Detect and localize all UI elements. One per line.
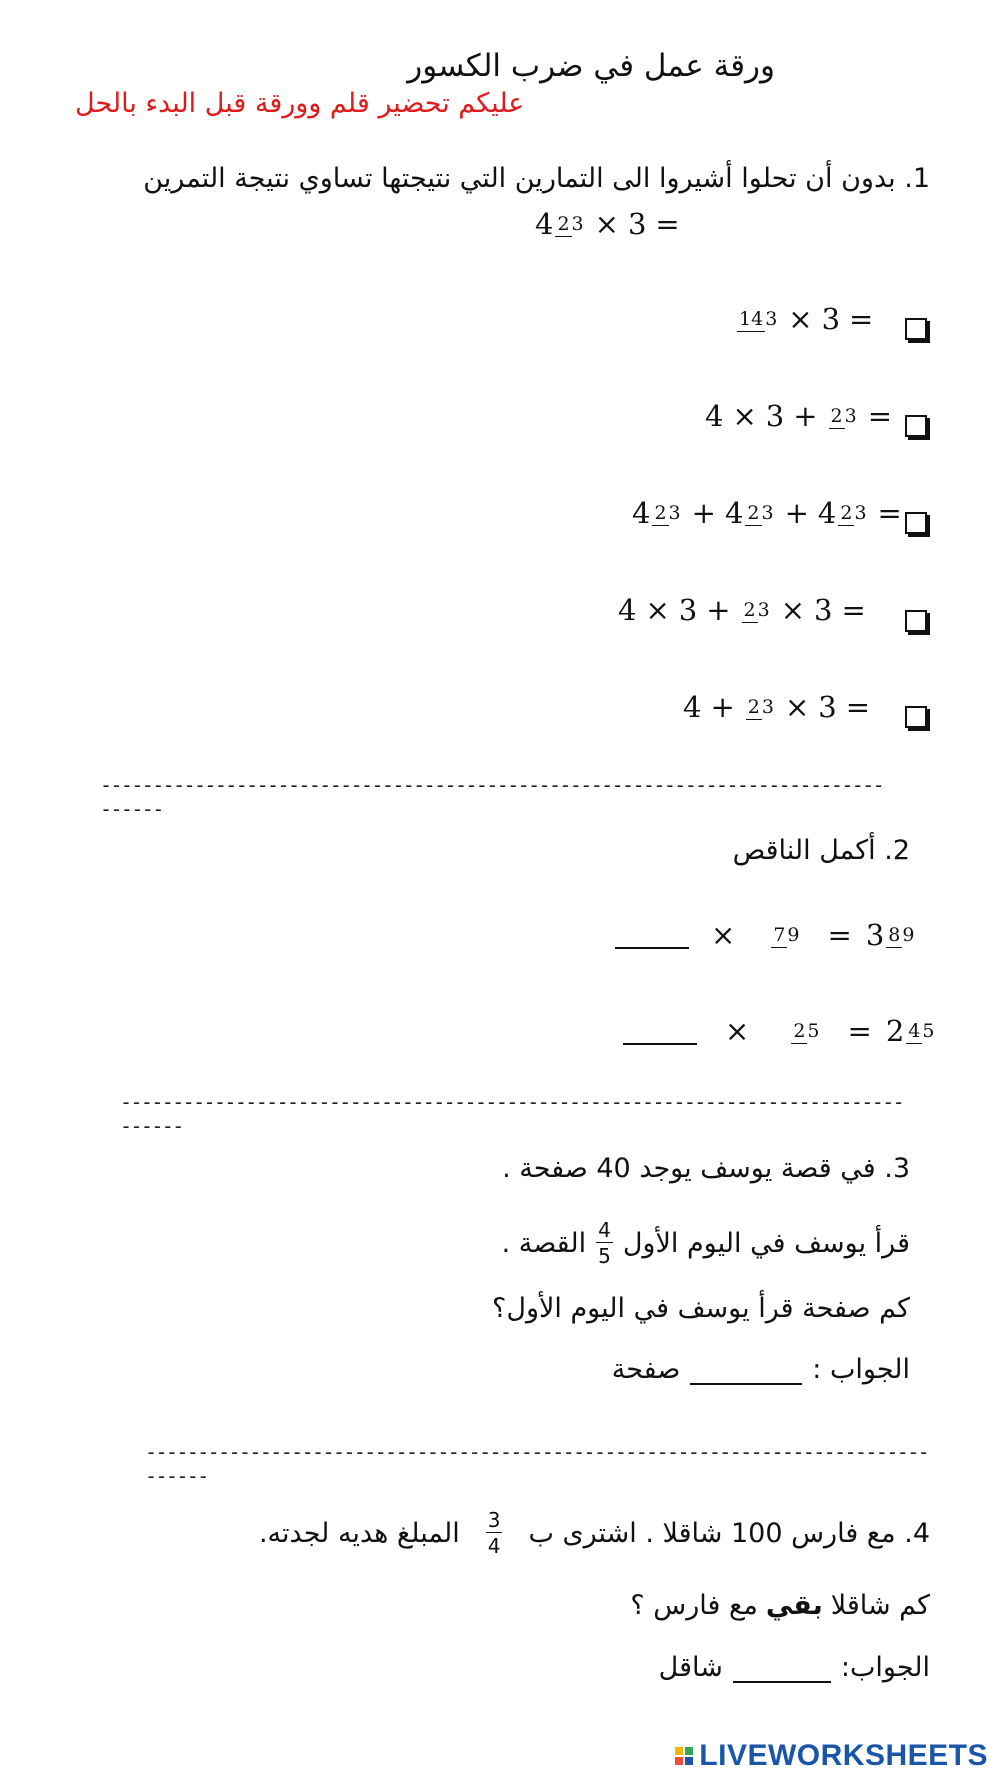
question-3-line-2: قرأ يوسف في اليوم الأول $\frac{4}{5}$ القصة . bbox=[501, 1218, 910, 1268]
option-4-checkbox[interactable] bbox=[905, 610, 927, 632]
separator-2: --------------------------------------------------------------------------------- bbox=[120, 1090, 904, 1138]
question-2-row-2: × 2 5 = 2 4 5 bbox=[623, 1014, 936, 1048]
question-1-expression: 4 2 3 × 3 = bbox=[535, 207, 680, 241]
worksheet-title: ورقة عمل في ضرب الكسور bbox=[407, 48, 775, 84]
question-4-line-2: كم شاقلا بقي مع فارس ؟ bbox=[630, 1590, 930, 1621]
option-3-expression: 4 2 3 + 4 2 3 + 4 2 3 = bbox=[632, 496, 902, 530]
liveworksheets-logo bbox=[675, 1739, 988, 1773]
logo-grid-icon bbox=[675, 1747, 693, 1765]
question-3-line-1: 3. في قصة يوسف يوجد 40 صفحة . bbox=[502, 1153, 910, 1184]
question-3-answer: الجواب : صفحة bbox=[611, 1354, 910, 1385]
option-3-checkbox[interactable] bbox=[905, 512, 927, 534]
brand-text: LIVEWORKSHEETS bbox=[699, 1739, 988, 1772]
option-1-expression: 14 3 × 3 = bbox=[739, 302, 874, 336]
answer-blank-2[interactable] bbox=[623, 1017, 697, 1045]
question-4-line-1: 4. مع فارس 100 شاقلا . اشترى ب $\frac{3}{4}$ المبلغ هديه لجدته. bbox=[258, 1508, 930, 1558]
option-5-expression: 4 + 2 3 × 3 = bbox=[683, 690, 871, 724]
option-2-expression: 4 × 3 + 2 3 = bbox=[705, 399, 893, 433]
answer-blank-1[interactable] bbox=[615, 921, 689, 949]
option-4-expression: 4 × 3 + 2 3 × 3 = bbox=[618, 593, 866, 627]
question-2-prompt: 2. أكمل الناقص bbox=[732, 835, 910, 866]
separator-1: --------------------------------------------------------------------------------- bbox=[100, 773, 884, 821]
option-2-checkbox[interactable] bbox=[905, 415, 927, 437]
instruction-note: عليكم تحضير قلم وورقة قبل البدء بالحل bbox=[75, 88, 525, 119]
question-2-row-1: × 7 9 = 3 8 9 bbox=[615, 918, 916, 952]
option-5-checkbox[interactable] bbox=[905, 706, 927, 728]
question-4-answer: الجواب: شاقل bbox=[658, 1652, 930, 1683]
question-1-prompt: 1. بدون أن تحلوا أشيروا الى التمارين التي نتيجتها تساوي نتيجة التمرين bbox=[143, 163, 930, 194]
option-1-checkbox[interactable] bbox=[905, 318, 927, 340]
answer-blank-4[interactable] bbox=[733, 1655, 831, 1683]
separator-3: --------------------------------------------------------------------------------- bbox=[145, 1440, 929, 1488]
question-3-line-3: كم صفحة قرأ يوسف في اليوم الأول؟ bbox=[492, 1293, 910, 1324]
answer-blank-3[interactable] bbox=[690, 1357, 802, 1385]
